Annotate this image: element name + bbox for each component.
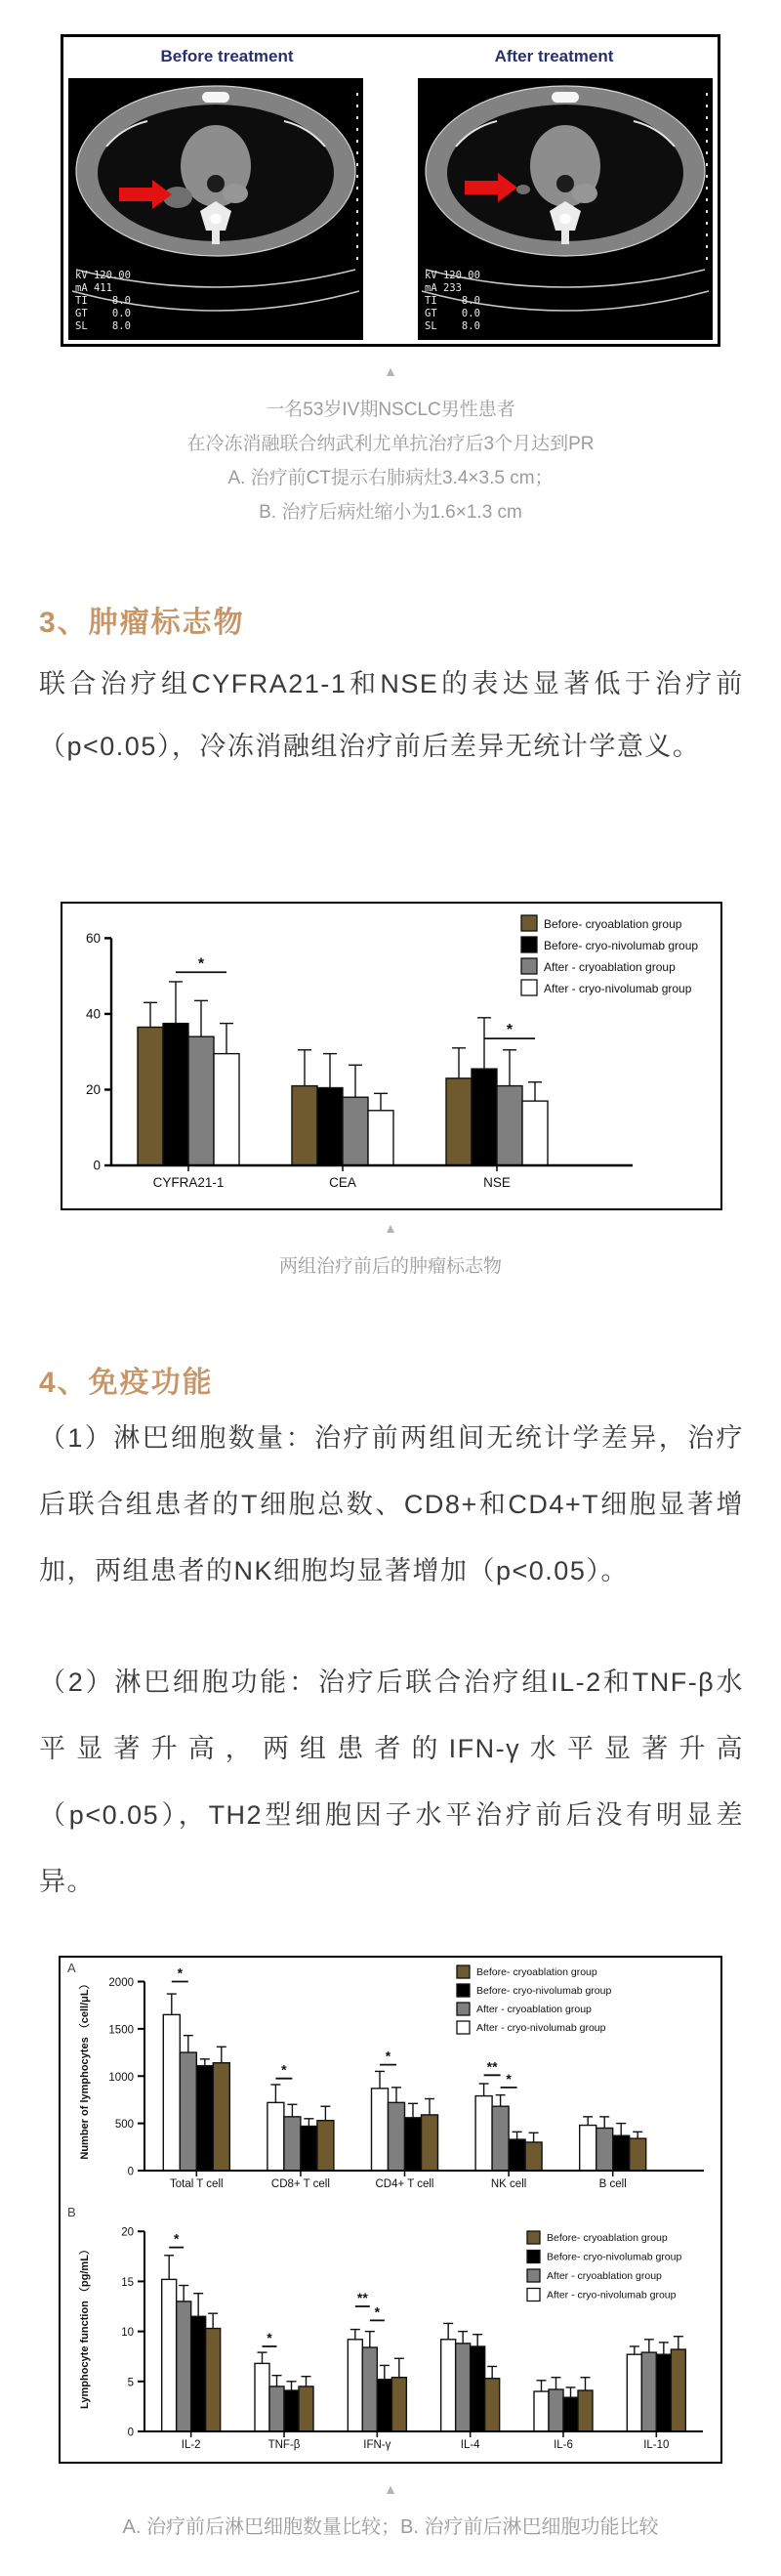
- svg-text:Before- cryo-nivolumab group: Before- cryo-nivolumab group: [476, 1985, 612, 1997]
- ct-panels: [63, 78, 718, 340]
- ct-overlay-line: kV 120.00: [425, 270, 480, 281]
- svg-text:20: 20: [85, 1081, 101, 1097]
- figure1-caption-line: 在冷冻消融联合纳武利尤单抗治疗后3个月达到PR: [186, 434, 595, 454]
- svg-text:A: A: [67, 1961, 76, 1975]
- ct-overlay-line: SL 8.0: [75, 320, 131, 332]
- svg-text:Before- cryo-nivolumab group: Before- cryo-nivolumab group: [544, 939, 699, 952]
- svg-text:CEA: CEA: [329, 1175, 356, 1190]
- ct-titles: [63, 47, 718, 66]
- svg-text:B: B: [67, 2205, 76, 2219]
- svg-text:15: 15: [121, 2276, 134, 2289]
- svg-text:CYFRA21-1: CYFRA21-1: [152, 1175, 225, 1190]
- svg-text:*: *: [281, 2061, 287, 2078]
- collapse-triangle-icon: ▲: [384, 1220, 397, 1236]
- svg-text:*: *: [385, 2048, 391, 2064]
- svg-text:Before- cryoablation group: Before- cryoablation group: [476, 1966, 597, 1978]
- svg-text:Before- cryo-nivolumab group: Before- cryo-nivolumab group: [547, 2251, 682, 2263]
- immune-function-figure-box: [59, 1956, 722, 2464]
- svg-text:After - cryoablation group: After - cryoablation group: [544, 960, 676, 974]
- svg-text:5: 5: [127, 2377, 134, 2389]
- svg-text:Number of lymphocytes （cell/μL: Number of lymphocytes （cell/μL）: [79, 1978, 91, 2160]
- section-4-paragraph-1: （1）淋巴细胞数量：治疗前两组间无统计学差异，治疗后联合组患者的T细胞总数、CD8+和CD4+T细胞显著增加，两组患者的NK细胞均显著增加（p<0.05）。: [39, 1423, 744, 1585]
- svg-text:40: 40: [85, 1006, 101, 1022]
- ct-image-before: [68, 78, 363, 340]
- figure1-caption-line: B. 治疗后病灶缩小为1.6×1.3 cm: [259, 502, 522, 523]
- section-4-paragraph-2: （2）淋巴细胞功能：治疗后联合治疗组IL-2和TNF-β水平显著升高，两组患者的IFN-γ水平显著升高（p<0.05），TH2型细胞因子水平治疗前后没有明显差异。: [39, 1668, 744, 1896]
- svg-text:1000: 1000: [108, 2071, 134, 2084]
- figure1-caption: [0, 393, 781, 529]
- svg-text:After - cryoablation group: After - cryoablation group: [547, 2270, 662, 2282]
- svg-text:Before- cryoablation group: Before- cryoablation group: [547, 2232, 668, 2244]
- svg-text:After - cryo-nivolumab group: After - cryo-nivolumab group: [547, 2289, 677, 2302]
- svg-text:*: *: [506, 1022, 514, 1039]
- svg-text:0: 0: [127, 2427, 134, 2439]
- svg-text:After - cryoablation group: After - cryoablation group: [476, 2004, 592, 2015]
- svg-text:After - cryo-nivolumab group: After - cryo-nivolumab group: [476, 2022, 606, 2034]
- svg-text:20: 20: [121, 2226, 134, 2239]
- figure1-caption-line: A. 治疗前CT提示右肺病灶3.4×3.5 cm；: [227, 468, 554, 488]
- svg-text:0: 0: [93, 1158, 101, 1173]
- svg-text:CD4+ T cell: CD4+ T cell: [375, 2178, 434, 2190]
- svg-text:*: *: [506, 2070, 512, 2087]
- lesion-after: [516, 185, 530, 194]
- svg-text:*: *: [173, 2230, 180, 2247]
- svg-text:IL-6: IL-6: [554, 2439, 573, 2451]
- svg-text:**: **: [486, 2058, 498, 2075]
- svg-text:*: *: [267, 2329, 272, 2345]
- svg-text:0: 0: [127, 2166, 134, 2178]
- ct-overlay-line: kV 120.00: [75, 270, 131, 281]
- svg-text:2000: 2000: [108, 1977, 134, 1990]
- svg-text:*: *: [177, 1964, 184, 1981]
- svg-text:1500: 1500: [108, 2024, 134, 2037]
- collapse-triangle-icon: ▲: [384, 363, 397, 379]
- svg-text:*: *: [374, 2303, 381, 2320]
- svg-text:Total T cell: Total T cell: [170, 2178, 224, 2190]
- ct-title-after: After treatment: [494, 47, 614, 65]
- svg-text:TNF-β: TNF-β: [267, 2439, 301, 2451]
- figure2-caption: A. 治疗前后淋巴细胞数量比较；B. 治疗前后淋巴细胞功能比较: [122, 2516, 659, 2538]
- svg-text:After - cryo-nivolumab group: After - cryo-nivolumab group: [544, 982, 692, 995]
- svg-text:NSE: NSE: [483, 1175, 511, 1190]
- ct-overlay-line: TI 8.0: [75, 295, 131, 307]
- svg-text:*: *: [197, 955, 205, 973]
- ct-figure: [61, 34, 720, 347]
- svg-text:IL-10: IL-10: [643, 2439, 670, 2451]
- section-heading-3: 3、肿瘤标志物: [39, 607, 245, 639]
- svg-text:**: **: [356, 2290, 368, 2306]
- figure1-caption-line: 一名53岁IV期NSCLC男性患者: [266, 400, 515, 420]
- svg-text:NK cell: NK cell: [490, 2178, 527, 2190]
- svg-text:IL-4: IL-4: [460, 2439, 480, 2451]
- lymphocyte-function-bar-chart: [62, 2204, 719, 2461]
- svg-text:10: 10: [121, 2327, 134, 2340]
- collapse-triangle-icon: ▲: [384, 2481, 397, 2497]
- ct-image-after: [418, 78, 713, 340]
- svg-text:60: 60: [85, 930, 101, 946]
- svg-text:B cell: B cell: [598, 2178, 627, 2190]
- ct-overlay-line: mA 233: [425, 282, 462, 294]
- svg-text:Lymphocyte function （pg/mL）: Lymphocyte function （pg/mL）: [79, 2244, 91, 2409]
- svg-text:500: 500: [114, 2119, 134, 2132]
- tumor-marker-chart-box: [61, 902, 722, 1210]
- svg-text:CD8+ T cell: CD8+ T cell: [270, 2178, 330, 2190]
- tumor-marker-bar-chart: [64, 906, 720, 1208]
- ct-overlay-line: GT 0.0: [75, 308, 131, 319]
- ct-overlay-line: GT 0.0: [425, 308, 480, 319]
- ct-title-before: Before treatment: [160, 47, 294, 65]
- ct-overlay-line: TI 8.0: [425, 295, 480, 307]
- chart1-caption: 两组治疗前后的肿瘤标志物: [278, 1256, 502, 1277]
- svg-text:Before- cryoablation group: Before- cryoablation group: [544, 917, 682, 931]
- section-3-paragraph: 联合治疗组CYFRA21-1和NSE的表达显著低于治疗前（p<0.05），冷冻消融组治疗前后差异无统计学意义。: [39, 669, 744, 761]
- svg-text:IL-2: IL-2: [181, 2439, 201, 2451]
- ct-overlay-line: mA 411: [75, 282, 112, 294]
- ct-overlay-line: SL 8.0: [425, 320, 480, 332]
- lymphocyte-count-bar-chart: [62, 1960, 719, 2200]
- section-heading-4: 4、免疫功能: [39, 1367, 214, 1399]
- svg-text:IFN-γ: IFN-γ: [363, 2439, 391, 2451]
